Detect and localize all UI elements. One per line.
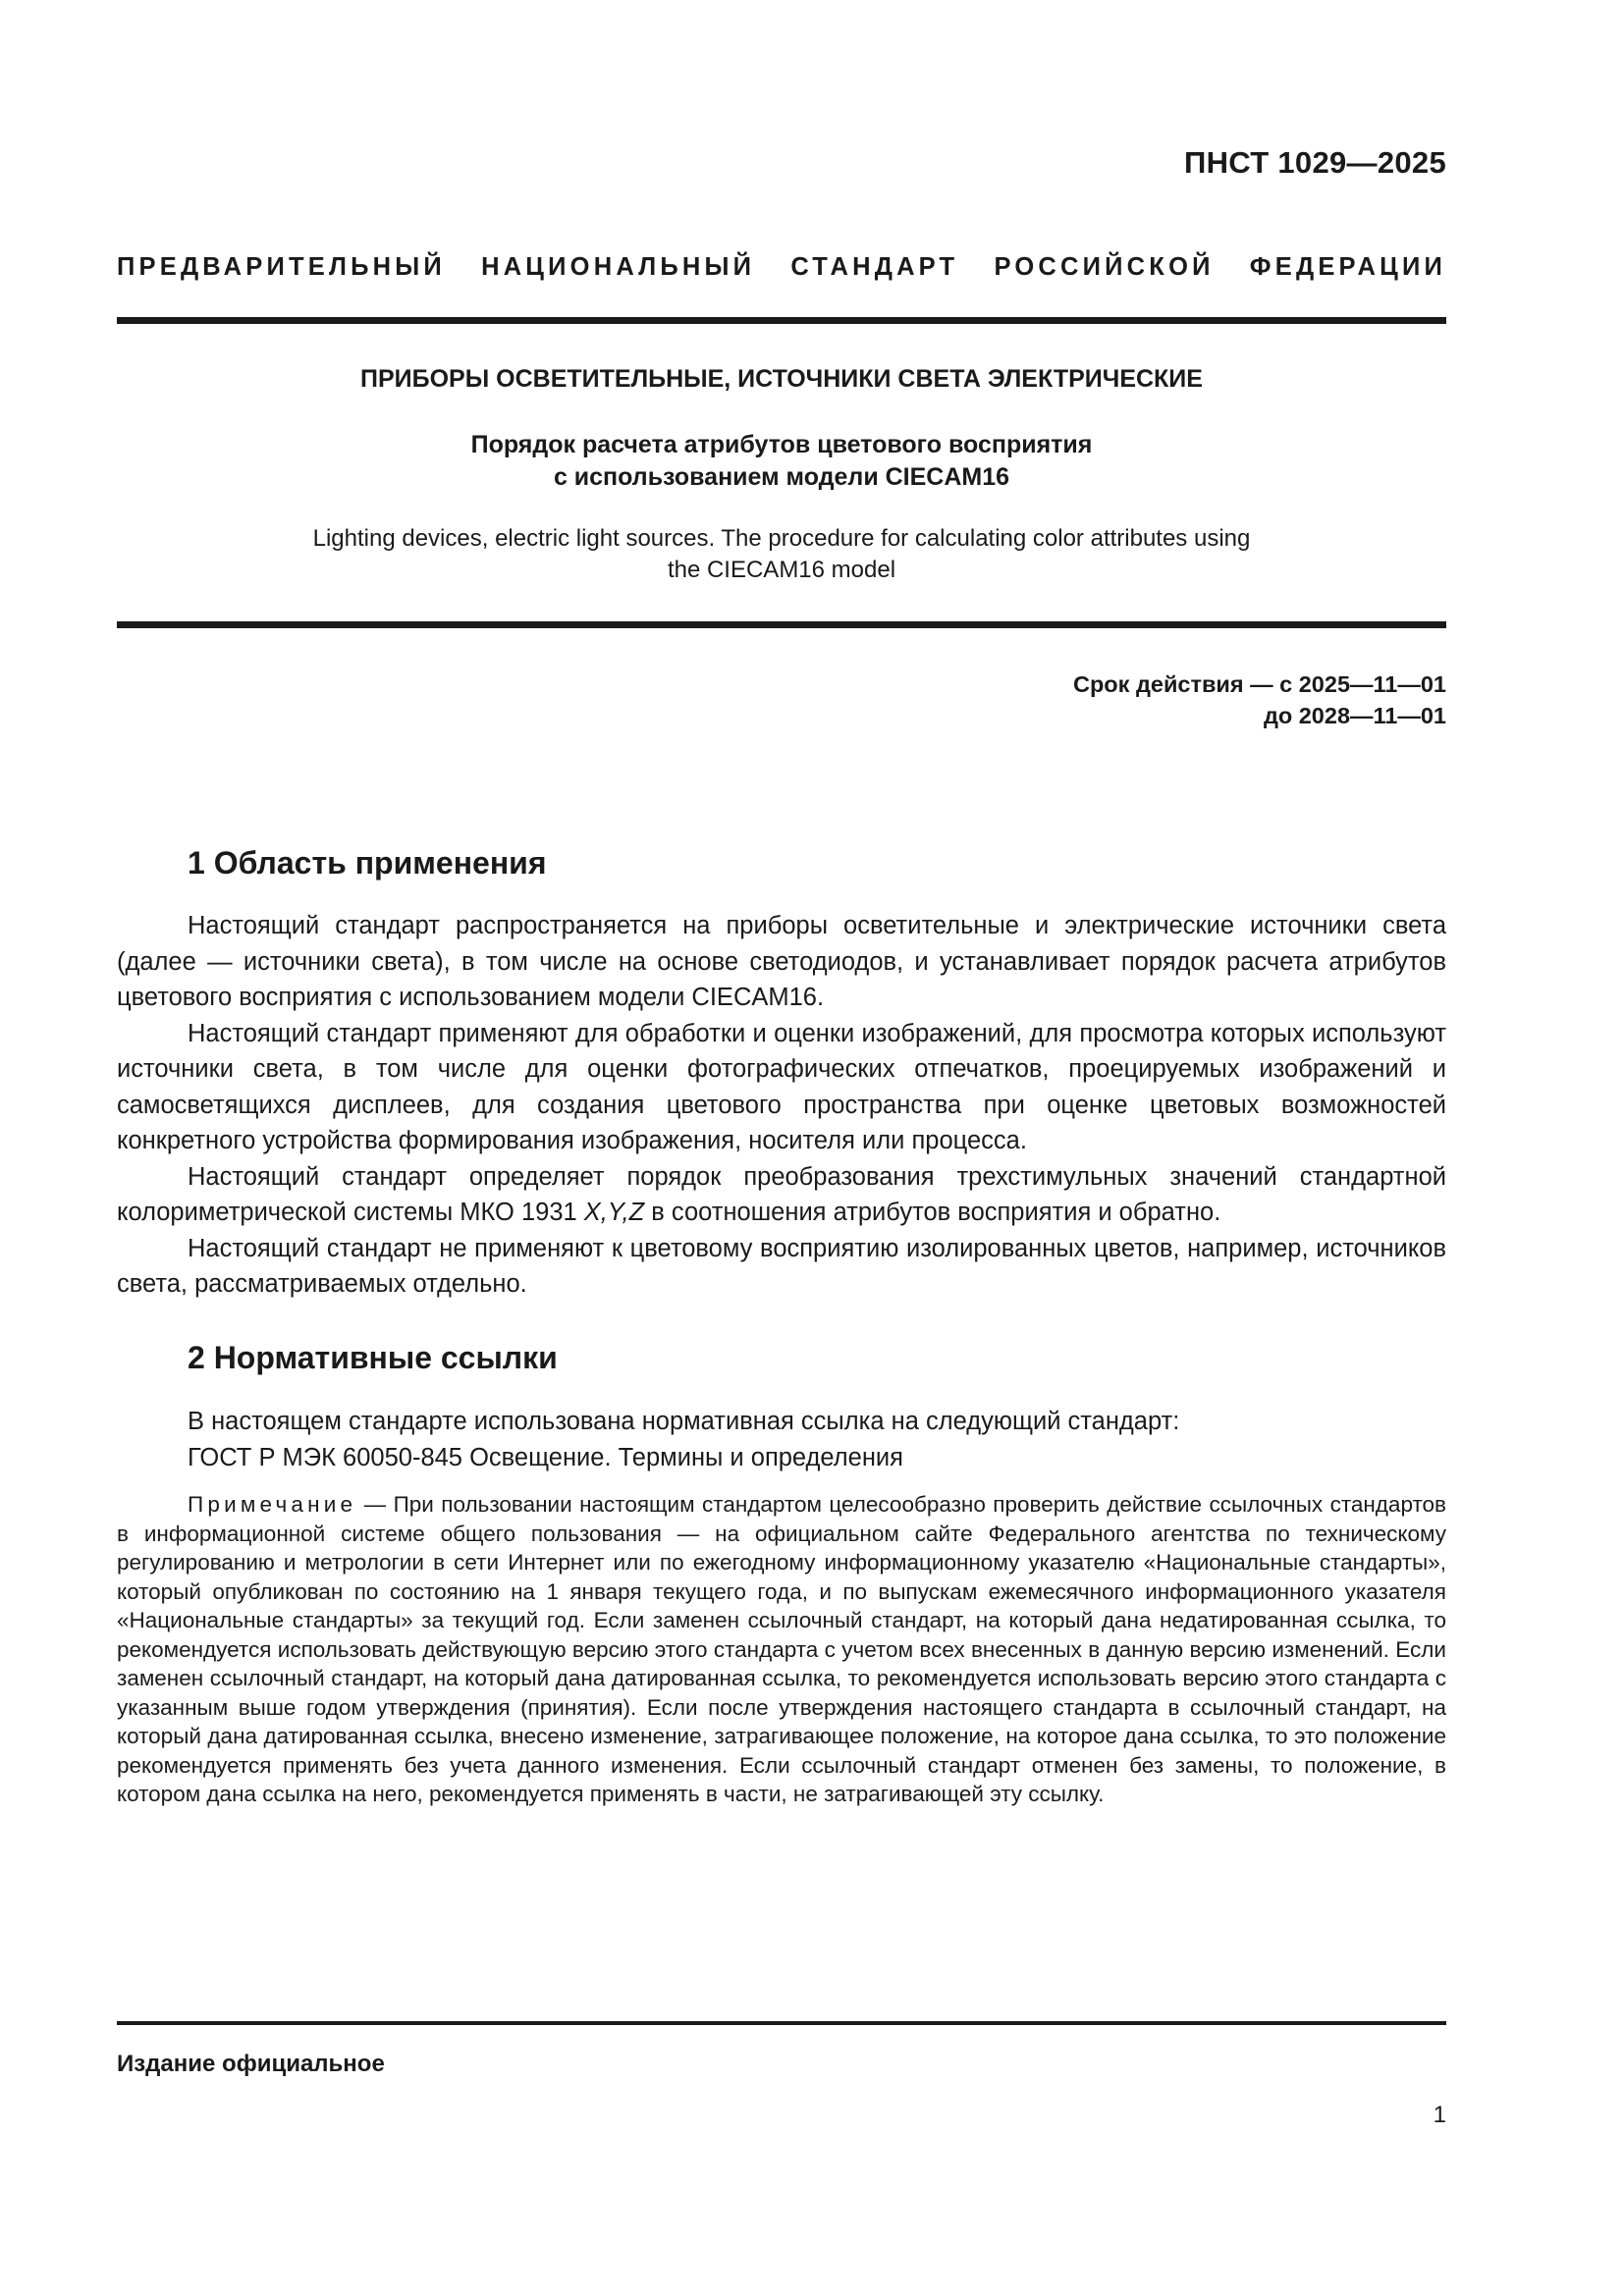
document-subtitle [117,429,1446,494]
english-title-line-1: Lighting devices, electric light sources. The procedure for calculating color attributes using [312,525,1251,552]
subtitle-line-2: с использованием модели CIECAM16 [553,463,1010,491]
english-title-line-2: the CIECAM16 model [667,557,896,583]
note-block [117,1490,1446,1809]
section-2-heading: 2 Нормативные ссылки [188,1340,558,1375]
paragraph-3-italic-xyz: X,Y,Z [583,1199,645,1226]
normative-reference: ГОСТ Р МЭК 60050-845 Освещение. Термины и определения [188,1443,903,1471]
footer-divider [117,2021,1446,2025]
section-2-paragraph-1: В настоящем стандарте использована нормативная ссылка на следующий стандарт: [188,1408,1180,1435]
section-1-paragraph-4: Настоящий стандарт не применяют к цветовому восприятию изолированных цветов, например, источников света, рассматриваемых отдельно. [117,1234,1446,1298]
edition-label: Издание официальное [117,2051,385,2077]
note-label: Примечание [188,1492,357,1517]
page-number: 1 [1433,2102,1446,2128]
title-divider [117,621,1446,628]
document-title: ПРИБОРЫ ОСВЕТИТЕЛЬНЫЕ, ИСТОЧНИКИ СВЕТА ЭЛЕКТРИЧЕСКИЕ [360,365,1203,393]
validity-from: Срок действия — с 2025—11—01 [1072,671,1446,697]
top-divider [117,317,1446,324]
standard-type-heading: ПРЕДВАРИТЕЛЬНЫЙ НАЦИОНАЛЬНЫЙ СТАНДАРТ РОССИЙСКОЙ ФЕДЕРАЦИИ [117,253,1446,281]
validity-to: до 2028—11—01 [1263,703,1446,728]
section-1-paragraph-1: Настоящий стандарт распространяется на приборы осветительные и электрические источники света (далее — источники света), в том числе на основе светодиодов, и устанавливает порядок расчета атрибутов цветового восприятия с использованием модели CIECAM16. [117,912,1446,1011]
note-text: — При пользовании настоящим стандартом целесообразно проверить действие ссылочных стандартов в информационной системе общего пользования — на официальном сайте Федерального агентства по техническому регулированию и метрологии в сети Интернет или по ежегодному информационному указателю «Национальные стандарты», который опубликован по состоянию на 1 января текущего года, и по выпускам ежемесячного информационного указателя «Национальные стандарты» за текущий год. Если заменен ссылочный стандарт, на который дана недатированная ссылка, то рекомендуется использовать действующую версию этого стандарта с учетом всех внесенных в данную версию изменений. Если заменен ссылочный стандарт, на который дана датированная ссылка, то рекомендуется использовать версию этого стандарта с указанным выше годом утверждения (принятия). Если после утверждения настоящего стандарта в ссылочный стандарт, на который дана датированная ссылка, внесено изменение, затрагивающее положение, на которое дана ссылка, то это положение рекомендуется применять без учета данного изменения. Если ссылочный стандарт отменен без замены, то положение, в котором дана ссылка на него, рекомендуется применять в части, не затрагивающей эту ссылку. [117,1492,1446,1806]
section-2-body [117,1404,1446,1475]
validity-period [1073,668,1446,731]
subtitle-line-1: Порядок расчета атрибутов цветового восприятия [470,431,1093,458]
section-1-paragraph-3 [117,1159,1446,1231]
paragraph-3-text-a: Настоящий стандарт определяет порядок преобразования трехстимульных значений стандартной колориметрической системы МКО 1931 [117,1162,1446,1226]
document-number: ПНСТ 1029—2025 [1184,145,1446,180]
section-1-body [117,908,1446,1303]
english-title [117,523,1446,586]
paragraph-3-text-b: в соотношения атрибутов восприятия и обратно. [644,1199,1221,1226]
section-1-heading: 1 Область применения [188,845,547,881]
section-1-paragraph-2: Настоящий стандарт применяют для обработки и оценки изображений, для просмотра которых используют источники света, в том числе для оценки фотографических отпечатков, проецируемых изображений и самосветящихся дисплеев, для создания цветового пространства при оценке цветовых возможностей конкретного устройства формирования изображения, носителя или процесса. [117,1019,1446,1154]
